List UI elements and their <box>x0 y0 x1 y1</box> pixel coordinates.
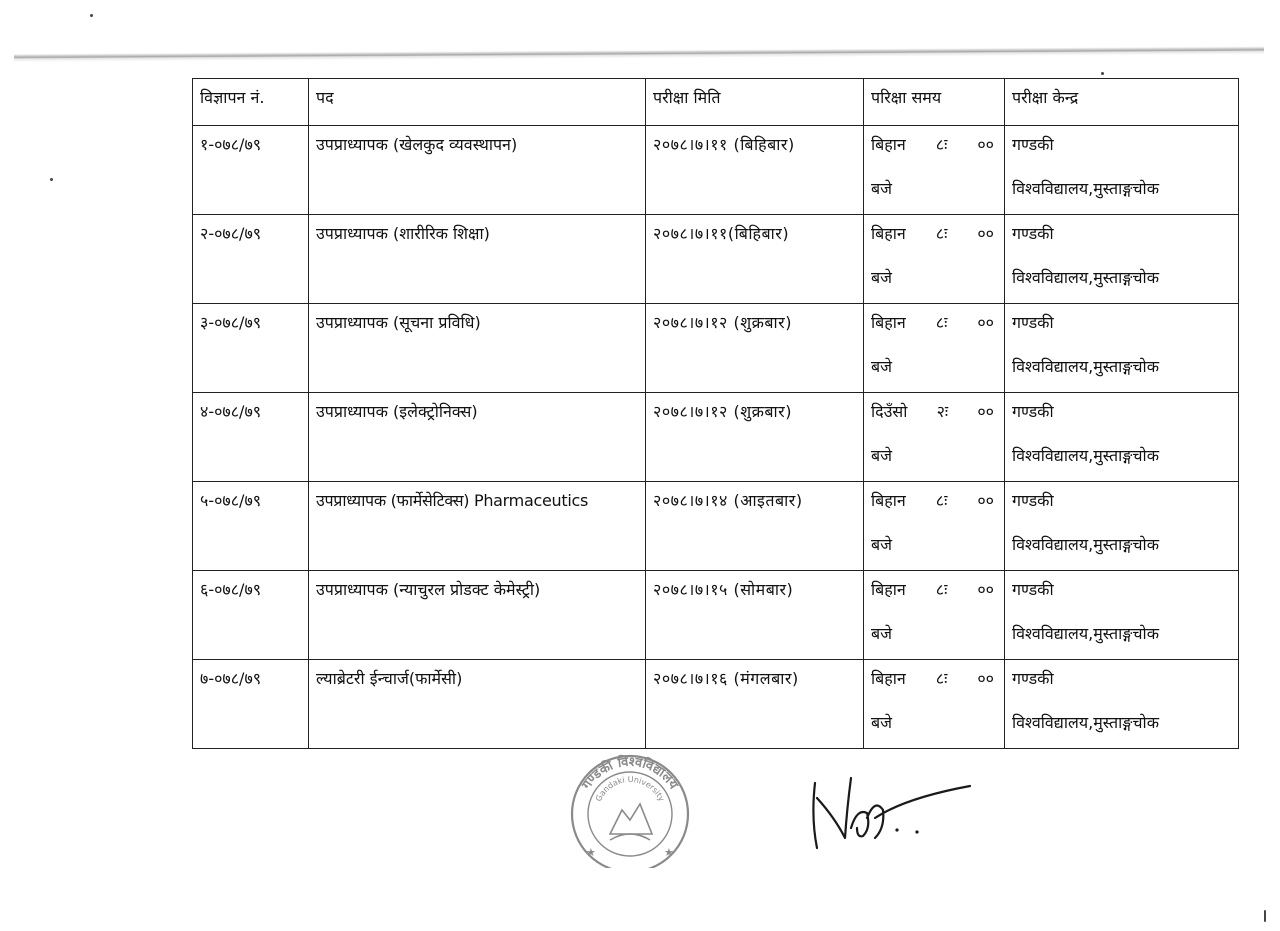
date-cell: २०७८।७।११ (बिहिबार) <box>646 126 864 215</box>
post-cell: उपप्राध्यापक (सूचना प्रविधि) <box>309 304 646 393</box>
time-hour: ८ः <box>935 580 948 599</box>
svg-text:गण्डकी विश्वविद्यालय <box>579 754 681 793</box>
table-row <box>193 215 1239 304</box>
time-minute: ०० <box>977 669 994 688</box>
post-cell: उपप्राध्यापक (खेलकुद व्यवस्थापन) <box>309 126 646 215</box>
scan-speck <box>50 178 53 181</box>
time-suffix: बजे <box>871 357 893 376</box>
time-suffix: बजे <box>871 446 893 465</box>
header-exam-center: परीक्षा केन्द्र <box>1005 79 1239 126</box>
header-ad-no: विज्ञापन नं. <box>193 79 309 126</box>
time-period: बिहान <box>871 313 906 332</box>
time-cell <box>864 482 1005 571</box>
time-period: बिहान <box>871 491 906 510</box>
time-minute: ०० <box>977 135 994 154</box>
post-cell: उपप्राध्यापक (फार्मेसेटिक्स) Pharmaceutics <box>309 482 646 571</box>
scan-speck <box>1101 72 1104 75</box>
time-period: बिहान <box>871 580 906 599</box>
date-cell: २०७८।७।१२ (शुक्रबार) <box>646 393 864 482</box>
time-minute: ०० <box>977 491 994 510</box>
center-cell <box>1005 304 1239 393</box>
header-exam-date: परीक्षा मिति <box>646 79 864 126</box>
time-period: बिहान <box>871 669 906 688</box>
seal-english-text: Gandaki University <box>593 774 667 803</box>
post-cell: उपप्राध्यापक (इलेक्ट्रोनिक्स) <box>309 393 646 482</box>
time-minute: ०० <box>977 580 994 599</box>
table-header-row <box>193 79 1239 126</box>
date-cell: २०७८।७।१५ (सोमबार) <box>646 571 864 660</box>
center-cell <box>1005 126 1239 215</box>
table-row <box>193 571 1239 660</box>
time-cell <box>864 215 1005 304</box>
ad-no-cell: ४-०७८/७९ <box>193 393 309 482</box>
center-line-2: विश्वविद्यालय,मुस्ताङ्गचोक <box>1012 357 1159 376</box>
table-row <box>193 126 1239 215</box>
header-exam-time: परिक्षा समय <box>864 79 1005 126</box>
time-cell <box>864 304 1005 393</box>
center-line-1: गण्डकी <box>1012 135 1054 154</box>
date-cell: २०७८।७।१६ (मंगलबार) <box>646 660 864 749</box>
time-hour: ८ः <box>935 669 948 688</box>
exam-schedule-table <box>192 78 1239 749</box>
university-seal-stamp <box>560 748 700 868</box>
time-period: दिउँसो <box>871 402 908 421</box>
ad-no-cell: ५-०७८/७९ <box>193 482 309 571</box>
time-suffix: बजे <box>871 713 893 732</box>
center-line-1: गण्डकी <box>1012 669 1054 688</box>
date-cell: २०७८।७।११(बिहिबार) <box>646 215 864 304</box>
time-suffix: बजे <box>871 624 893 643</box>
center-cell <box>1005 215 1239 304</box>
ad-no-cell: ७-०७८/७९ <box>193 660 309 749</box>
date-cell: २०७८।७।१२ (शुक्रबार) <box>646 304 864 393</box>
svg-text:Gandaki University <box>594 775 666 803</box>
time-minute: ०० <box>977 402 994 421</box>
center-line-2: विश्वविद्यालय,मुस्ताङ्गचोक <box>1012 624 1159 643</box>
time-suffix: बजे <box>871 179 893 198</box>
time-period: बिहान <box>871 135 906 154</box>
handwritten-signature <box>805 758 985 858</box>
time-cell <box>864 571 1005 660</box>
table-row <box>193 660 1239 749</box>
center-line-1: गण्डकी <box>1012 224 1054 243</box>
table-row <box>193 482 1239 571</box>
time-hour: ८ः <box>935 313 948 332</box>
table-row <box>193 304 1239 393</box>
time-hour: ८ः <box>935 491 948 510</box>
center-cell <box>1005 482 1239 571</box>
center-cell <box>1005 660 1239 749</box>
ad-no-cell: २-०७८/७९ <box>193 215 309 304</box>
center-line-1: गण्डकी <box>1012 580 1054 599</box>
post-cell: उपप्राध्यापक (शारीरिक शिक्षा) <box>309 215 646 304</box>
post-cell: उपप्राध्यापक (न्याचुरल प्रोडक्ट केमेस्ट्री) <box>309 571 646 660</box>
center-line-1: गण्डकी <box>1012 402 1054 421</box>
time-minute: ०० <box>977 313 994 332</box>
center-cell <box>1005 393 1239 482</box>
seal-devanagari-text: गण्डकी विश्वविद्यालय <box>579 754 681 793</box>
time-suffix: बजे <box>871 535 893 554</box>
center-line-2: विश्वविद्यालय,मुस्ताङ्गचोक <box>1012 446 1159 465</box>
time-period: बिहान <box>871 224 906 243</box>
center-cell <box>1005 571 1239 660</box>
scan-speck <box>1264 910 1266 922</box>
time-hour: २ः <box>936 402 949 421</box>
ad-no-cell: ६-०७८/७९ <box>193 571 309 660</box>
center-line-2: विश्वविद्यालय,मुस्ताङ्गचोक <box>1012 179 1159 198</box>
center-line-2: विश्वविद्यालय,मुस्ताङ्गचोक <box>1012 535 1159 554</box>
header-post: पद <box>309 79 646 126</box>
center-line-1: गण्डकी <box>1012 491 1054 510</box>
time-hour: ८ः <box>935 224 948 243</box>
seal-star-icon: ★ <box>664 846 674 859</box>
table-row <box>193 393 1239 482</box>
time-cell <box>864 660 1005 749</box>
seal-star-icon: ★ <box>586 846 596 859</box>
scan-artifact-line <box>14 46 1264 62</box>
time-minute: ०० <box>977 224 994 243</box>
scan-speck <box>90 14 93 17</box>
ad-no-cell: ३-०७८/७९ <box>193 304 309 393</box>
time-cell <box>864 393 1005 482</box>
date-cell: २०७८।७।१४ (आइतबार) <box>646 482 864 571</box>
time-cell <box>864 126 1005 215</box>
center-line-2: विश्वविद्यालय,मुस्ताङ्गचोक <box>1012 268 1159 287</box>
post-cell: ल्याब्रेटरी ईन्चार्ज(फार्मेसी) <box>309 660 646 749</box>
ad-no-cell: १-०७८/७९ <box>193 126 309 215</box>
time-hour: ८ः <box>935 135 948 154</box>
time-suffix: बजे <box>871 268 893 287</box>
center-line-1: गण्डकी <box>1012 313 1054 332</box>
center-line-2: विश्वविद्यालय,मुस्ताङ्गचोक <box>1012 713 1159 732</box>
